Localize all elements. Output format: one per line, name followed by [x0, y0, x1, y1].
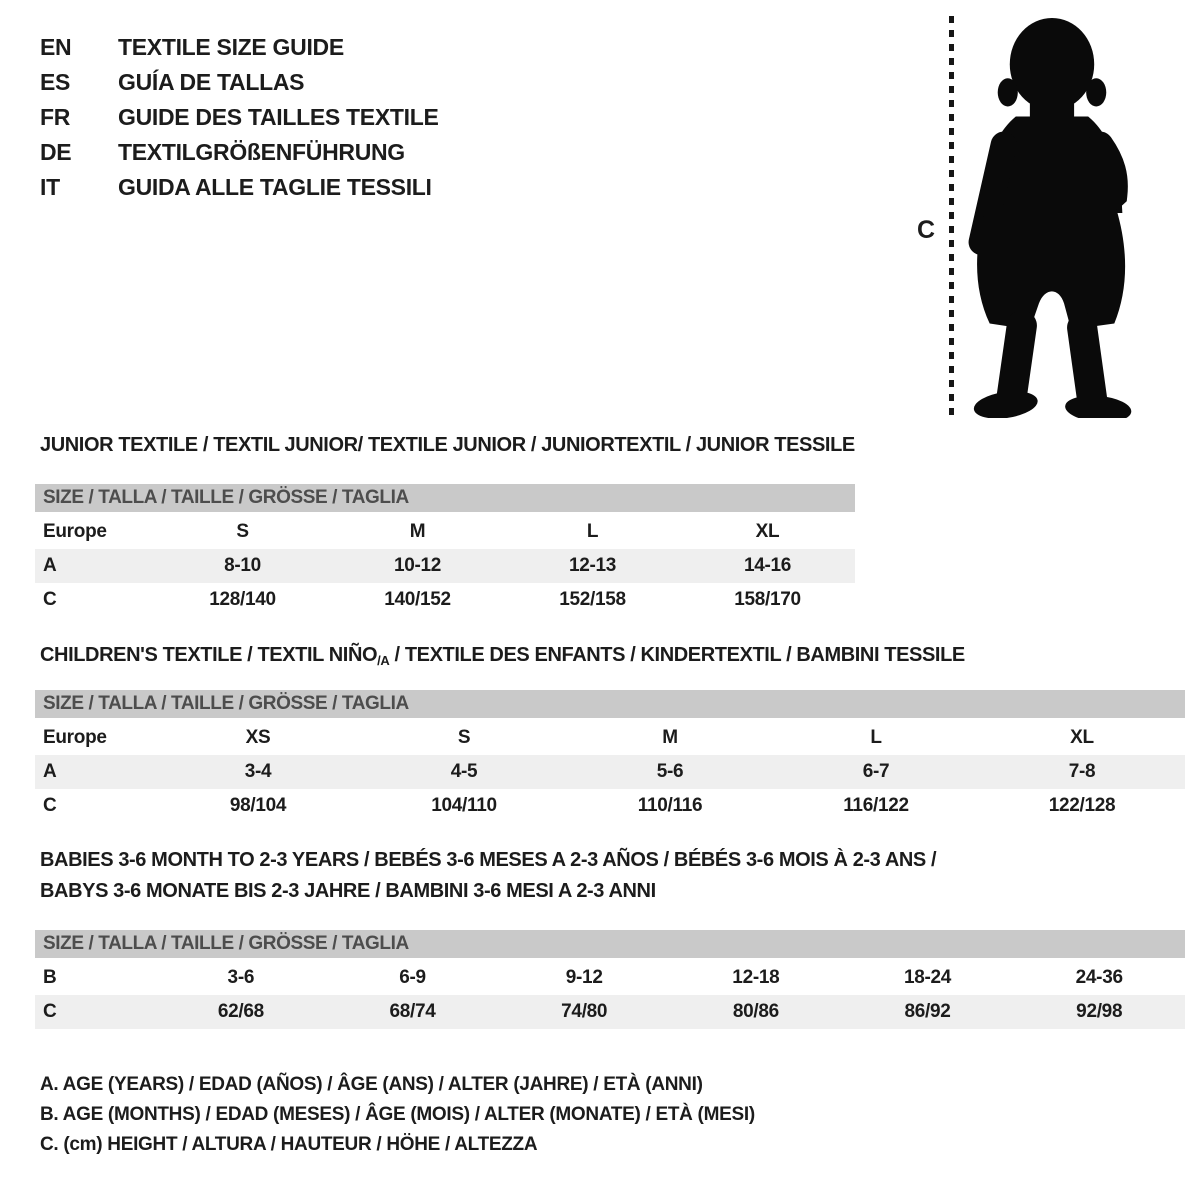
table-cell: 62/68 — [217, 1001, 264, 1022]
language-title: TEXTILGRÖßENFÜHRUNG — [118, 139, 405, 165]
height-dashed-line — [949, 16, 954, 418]
table-cell: L — [586, 521, 599, 542]
table-cell: M — [662, 727, 678, 748]
table-cell: S — [457, 727, 471, 748]
size-header-bar: SIZE / TALLA / TAILLE / GRÖSSE / TAGLIA — [35, 690, 1185, 718]
table-cell: 74/80 — [561, 1001, 608, 1022]
babies-title-line1: BABIES 3-6 MONTH TO 2-3 YEARS / BEBÉS 3-6 MESES A 2-3 AÑOS / BÉBÉS 3-6 MOIS À 2-3 ANS / — [40, 849, 937, 871]
table-cell: 10-12 — [393, 555, 442, 576]
babies-size-table — [35, 930, 1185, 1029]
table-cell: 122/128 — [1048, 795, 1116, 816]
row-label: B — [43, 967, 57, 988]
table-cell: 104/110 — [431, 795, 497, 816]
language-code: ES — [40, 69, 71, 95]
row-label: A — [43, 555, 57, 576]
table-row-height — [35, 995, 1185, 1029]
language-code: FR — [40, 104, 71, 130]
children-section-title — [40, 644, 965, 668]
children-title-suffix: / TEXTILE DES ENFANTS / KINDERTEXTIL / BAMBINI TESSILE — [389, 644, 965, 666]
babies-section-title — [40, 845, 936, 907]
table-cell: 116/122 — [843, 795, 909, 816]
height-label-c: C — [917, 216, 936, 244]
table-cell: 12-18 — [732, 967, 780, 988]
language-code: EN — [40, 34, 72, 60]
table-row-age-years — [35, 755, 1185, 789]
legend-line-a: A. AGE (YEARS) / EDAD (AÑOS) / ÂGE (ANS) / ALTER (JAHRE) / ETÀ (ANNI) — [40, 1074, 703, 1095]
table-cell: 12-13 — [568, 555, 617, 576]
table-cell: 152/158 — [559, 589, 626, 610]
row-label: A — [43, 761, 57, 782]
table-cell: 18-24 — [903, 967, 952, 988]
size-header-bar: SIZE / TALLA / TAILLE / GRÖSSE / TAGLIA — [35, 930, 1185, 958]
table-row-europe — [35, 515, 855, 549]
table-cell: 8-10 — [224, 555, 261, 576]
table-cell: 140/152 — [384, 589, 451, 610]
table-cell: 6-9 — [399, 967, 426, 988]
table-cell: 14-16 — [743, 555, 792, 576]
table-cell: 6-7 — [862, 761, 890, 782]
table-cell: 5-6 — [656, 761, 684, 782]
table-cell: 92/98 — [1076, 1001, 1123, 1022]
language-code: DE — [40, 139, 72, 165]
table-cell: XS — [245, 727, 271, 748]
language-row-en — [40, 30, 439, 65]
table-cell: 86/92 — [904, 1001, 951, 1022]
language-title: GUÍA DE TALLAS — [118, 69, 305, 95]
table-cell: 110/116 — [637, 795, 703, 816]
table-row-age-years — [35, 549, 855, 583]
table-cell: 128/140 — [209, 589, 276, 610]
toddler-silhouette — [963, 16, 1145, 418]
row-label: Europe — [43, 727, 107, 748]
table-cell: 24-36 — [1075, 967, 1123, 988]
table-cell: 7-8 — [1068, 761, 1096, 782]
table-cell: XL — [1070, 727, 1094, 748]
junior-section-title: JUNIOR TEXTILE / TEXTIL JUNIOR/ TEXTILE JUNIOR / JUNIORTEXTIL / JUNIOR TESSILE — [40, 434, 855, 456]
measurement-legend — [40, 1070, 755, 1160]
size-header-bar: SIZE / TALLA / TAILLE / GRÖSSE / TAGLIA — [35, 484, 855, 512]
table-row-height — [35, 583, 855, 617]
language-title: GUIDA ALLE TAGLIE TESSILI — [118, 174, 432, 200]
row-label: C — [43, 589, 57, 610]
table-cell: 98/104 — [229, 795, 287, 816]
table-cell: 3-4 — [244, 761, 272, 782]
row-label: C — [43, 1001, 57, 1022]
table-cell: 3-6 — [227, 967, 255, 988]
junior-size-table — [35, 484, 855, 617]
table-row-age-months — [35, 961, 1185, 995]
table-row-europe — [35, 721, 1185, 755]
children-size-table — [35, 690, 1185, 823]
height-measure-figure — [905, 10, 1165, 425]
table-cell: 80/86 — [732, 1001, 779, 1022]
table-cell: 9-12 — [565, 967, 603, 988]
language-title: TEXTILE SIZE GUIDE — [118, 34, 344, 60]
table-row-height — [35, 789, 1185, 823]
language-row-fr — [40, 100, 439, 135]
row-label: Europe — [43, 521, 107, 542]
children-title-prefix: CHILDREN'S TEXTILE / TEXTIL NIÑO — [40, 644, 378, 666]
table-cell: XL — [755, 521, 780, 542]
language-row-de — [40, 135, 439, 170]
legend-line-c: C. (cm) HEIGHT / ALTURA / HAUTEUR / HÖHE / ALTEZZA — [40, 1134, 538, 1155]
table-cell: 68/74 — [389, 1001, 436, 1022]
children-title-subscript: /A — [377, 653, 390, 668]
language-row-it — [40, 170, 439, 205]
table-cell: L — [870, 727, 882, 748]
babies-title-line2: BABYS 3-6 MONATE BIS 2-3 JAHRE / BAMBINI 3-6 MESI A 2-3 ANNI — [40, 880, 656, 902]
language-title: GUIDE DES TAILLES TEXTILE — [118, 104, 439, 130]
table-cell: M — [409, 521, 426, 542]
table-cell: 158/170 — [734, 589, 801, 610]
table-cell: 4-5 — [450, 761, 478, 782]
table-cell: S — [236, 521, 249, 542]
language-code: IT — [40, 174, 60, 200]
row-label: C — [43, 795, 57, 816]
language-row-es — [40, 65, 439, 100]
language-title-list — [40, 30, 439, 205]
legend-line-b: B. AGE (MONTHS) / EDAD (MESES) / ÂGE (MOIS) / ALTER (MONATE) / ETÀ (MESI) — [40, 1104, 755, 1125]
